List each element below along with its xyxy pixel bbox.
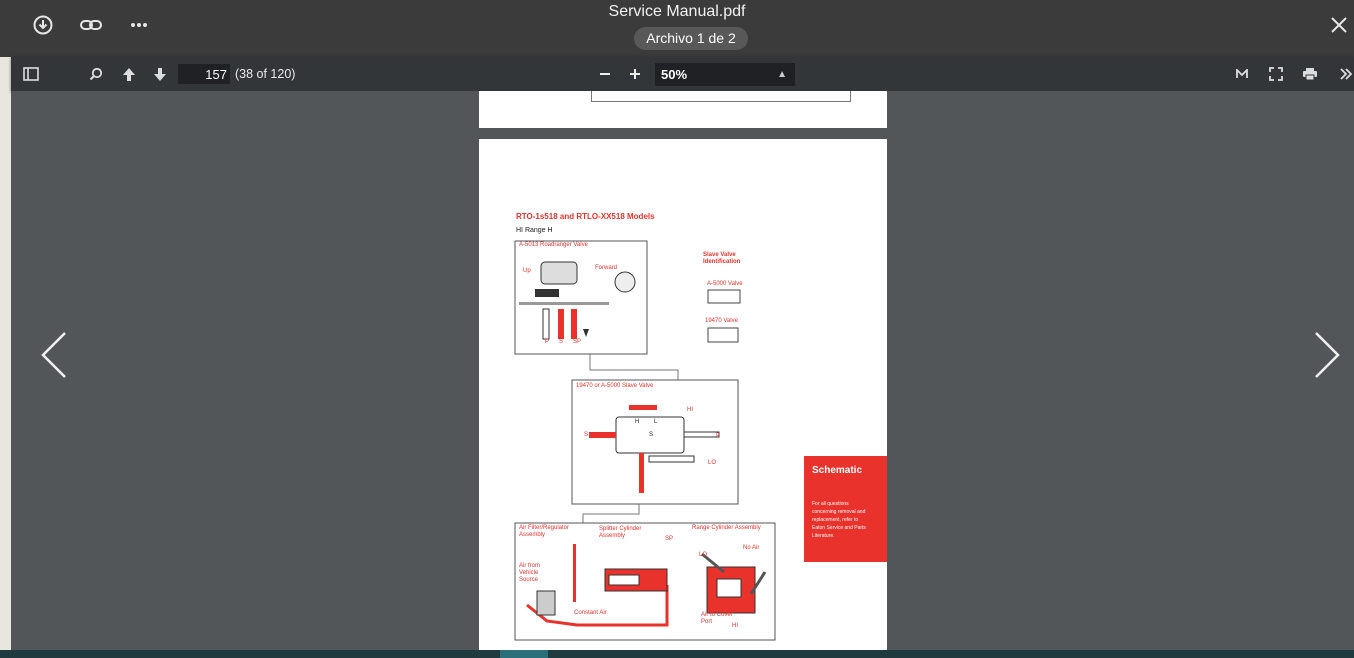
- background-edge: [0, 0, 11, 658]
- lo-bottom-label: LO: [699, 552, 708, 558]
- p-label: P: [545, 339, 550, 345]
- s-label: S: [559, 339, 564, 345]
- page-number-input[interactable]: [178, 64, 230, 84]
- slave-valve-label: 19470 or A-5000 Slave Valve: [576, 383, 654, 389]
- arrow-down-icon: [153, 67, 167, 82]
- valve-a5000-label: A-5000 Valve: [707, 281, 743, 287]
- splitter-label: Splitter Cylinder Assembly: [599, 526, 642, 539]
- close-button[interactable]: [1324, 10, 1354, 40]
- viewer-header: [0, 0, 1354, 57]
- hi-label: HI: [687, 407, 693, 413]
- sidebar-icon: [23, 67, 39, 81]
- air-filter-label: Air Filter/Regulator Assembly: [519, 525, 570, 538]
- annotation-mode-button[interactable]: [1231, 64, 1253, 84]
- hi-bottom-label: HI: [732, 623, 738, 629]
- no-air-label: No Air: [743, 545, 760, 551]
- search-icon: [89, 67, 103, 81]
- forward-label: Forward: [595, 265, 618, 271]
- more-tools-button[interactable]: [1339, 64, 1353, 84]
- chevron-left-icon: [37, 329, 71, 381]
- next-page-button[interactable]: [149, 64, 171, 84]
- s-port-label: S: [584, 432, 589, 438]
- minus-icon: [599, 68, 611, 80]
- find-button[interactable]: [85, 64, 107, 84]
- arrow-up-icon: [122, 67, 136, 82]
- sp-label: SP: [573, 339, 582, 345]
- zoom-out-button[interactable]: [594, 64, 616, 84]
- page-heading: RTO-1s518 and RTLO-XX518 Models: [516, 212, 655, 221]
- chevron-right-icon: [1310, 329, 1344, 381]
- taskbar-highlight: [500, 650, 548, 658]
- slave-id-title: Slave Valve Identification: [703, 252, 741, 265]
- sidebar-toggle-button[interactable]: [20, 64, 42, 84]
- page-count: (38 of 120): [235, 67, 296, 81]
- sp-top-label: SP: [665, 536, 674, 542]
- schematic-title: Schematic: [812, 465, 863, 476]
- schematic-note: For all questions concerning removal and replacement, refer to Eaton Service and Parts Literature.: [812, 501, 866, 539]
- s-center-label: S: [649, 432, 654, 438]
- fullscreen-button[interactable]: [1265, 64, 1287, 84]
- air-from-label: Air from Vehicle Source: [519, 563, 540, 583]
- select-caret-icon: ▲: [777, 69, 787, 80]
- l-label: L: [654, 419, 658, 425]
- p-port-label: P: [716, 433, 721, 439]
- document-title: Service Manual.pdf: [608, 3, 746, 20]
- roadranger-label: A-5013 Roadranger Valve: [519, 242, 588, 248]
- document-viewer[interactable]: [11, 91, 1354, 650]
- air-to-cover-label: Air to Cover Port: [701, 612, 733, 625]
- constant-air-label: Constant Air: [574, 610, 607, 616]
- page-frame: [591, 91, 851, 102]
- previous-page-button[interactable]: [118, 64, 140, 84]
- h-label: H: [635, 419, 640, 425]
- pdf-page: [479, 139, 887, 650]
- valve-19470-label: 19470 Valve: [705, 318, 738, 324]
- lo-label: LO: [708, 460, 717, 466]
- schematic-tab: [804, 456, 887, 562]
- file-indicator: Archivo 1 de 2: [634, 27, 748, 50]
- taskbar-strip: [0, 650, 1354, 658]
- chevron-double-right-icon: [1340, 68, 1352, 80]
- zoom-select[interactable]: [655, 63, 795, 86]
- print-button[interactable]: [1299, 64, 1321, 84]
- up-label: Up: [523, 268, 531, 274]
- previous-page-bottom: [479, 91, 887, 128]
- plus-icon: [629, 68, 641, 80]
- print-icon: [1302, 67, 1318, 81]
- close-icon: [1329, 15, 1349, 35]
- page-subheading: HI Range H: [516, 227, 553, 234]
- pdf-toolbar: [11, 57, 1354, 91]
- zoom-value: 50%: [661, 67, 688, 82]
- marker-icon: [1236, 69, 1248, 79]
- next-file-button[interactable]: [1310, 329, 1344, 381]
- zoom-in-button[interactable]: [624, 64, 646, 84]
- fullscreen-icon: [1269, 67, 1283, 81]
- range-cylinder-label: Range Cylinder Assembly: [692, 525, 761, 531]
- previous-file-button[interactable]: [37, 329, 71, 381]
